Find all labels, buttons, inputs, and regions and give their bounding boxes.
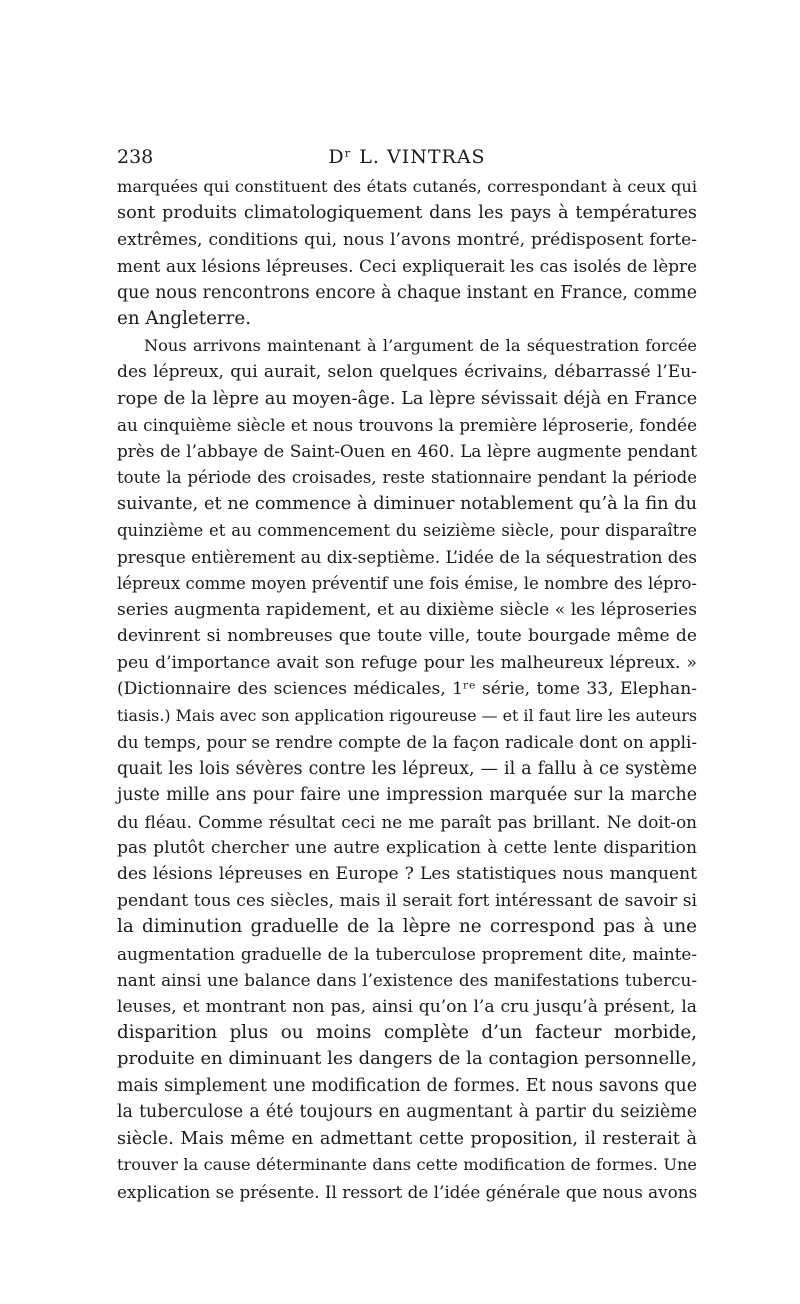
text-line: explication se présente. Il ressort de l’idée générale que nous avons bbox=[117, 1181, 698, 1202]
text-line: suivante, et ne commence à diminuer notablement qu’à la fin du bbox=[117, 494, 697, 515]
text-line: du temps, pour se rendre compte de la façon radicale dont on appli- bbox=[117, 732, 697, 753]
text-line: toute la période des croisades, reste stationnaire pendant la période bbox=[117, 467, 697, 487]
text-line: la tuberculose a été toujours en augmentant à partir du seizième bbox=[117, 1102, 697, 1123]
text-line: produite en diminuant les dangers de la contagion personnelle, bbox=[117, 1048, 697, 1070]
text-line: presque entièrement au dix-septième. L’idée de la séquestration des bbox=[117, 547, 698, 568]
text-line: peu d’importance avait son refuge pour les malheureux lépreux. » bbox=[117, 652, 697, 673]
page-number: 238 bbox=[117, 146, 154, 168]
text-line: (Dictionnaire des sciences médicales, 1ʳᵉ série, tome 33, Elephan- bbox=[117, 679, 697, 700]
text-line: que nous rencontrons encore à chaque instant en France, comme bbox=[117, 282, 697, 303]
page-header bbox=[117, 142, 697, 172]
text-line: augmentation graduelle de la tuberculose proprement dite, mainte- bbox=[117, 943, 697, 964]
text-line: juste mille ans pour faire une impression marquée sur la marche bbox=[117, 785, 697, 806]
text-line: tiasis.) Mais avec son application rigoureuse — et il faut lire les auteurs bbox=[117, 705, 698, 725]
text-line: mais simplement une modification de formes. Et nous savons que bbox=[117, 1075, 697, 1096]
text-line: au cinquième siècle et nous trouvons la première léproserie, fondée bbox=[117, 414, 697, 435]
text-line: des lésions lépreuses en Europe ? Les statistiques nous manquent bbox=[117, 864, 697, 885]
text-line: rope de la lèpre au moyen-âge. La lèpre sévissait déjà en France bbox=[117, 388, 698, 409]
text-line: siècle. Mais même en admettant cette proposition, il resterait à bbox=[117, 1128, 697, 1149]
text-line: pendant tous ces siècles, mais il serait fort intéressant de savoir si bbox=[117, 890, 697, 911]
text-line: nant ainsi une balance dans l’existence des manifestations tubercu- bbox=[117, 970, 697, 991]
text-line: marquées qui constituent des états cutanés, correspondant à ceux qui bbox=[117, 177, 697, 196]
text-line: quinzième et au commencement du seizième siècle, pour disparaître bbox=[117, 520, 697, 540]
text-line: lépreux comme moyen préventif une fois émise, le nombre des lépro- bbox=[117, 573, 697, 593]
body-text bbox=[117, 174, 697, 1205]
text-line: en Angleterre. bbox=[117, 308, 252, 330]
text-line: trouver la cause déterminante dans cette modification de formes. Une bbox=[117, 1155, 697, 1175]
text-line: devinrent si nombreuses que toute ville, toute bourgade même de bbox=[117, 626, 697, 647]
text-line: pas plutôt chercher une autre explication à cette lente disparition bbox=[117, 837, 697, 858]
text-line: des lépreux, qui aurait, selon quelques écrivains, débarrassé l’Eu- bbox=[117, 362, 697, 383]
text-line: sont produits climatologiquement dans les pays à températures bbox=[117, 203, 697, 224]
text-line: du fléau. Comme résultat ceci ne me paraît pas brillant. Ne doit-on bbox=[117, 811, 697, 832]
text-line: près de l’abbaye de Saint-Ouen en 460. La lèpre augmente pendant bbox=[117, 441, 697, 462]
text-line: series augmenta rapidement, et au dixième siècle « les léproseries bbox=[117, 600, 697, 620]
text-line: leuses, et montrant non pas, ainsi qu’on l’a cru jusqu’à présent, la bbox=[117, 996, 697, 1017]
running-title: Dʳ L. VINTRAS bbox=[328, 146, 486, 168]
text-line: quait les lois sévères contre les lépreux, — il a fallu à ce système bbox=[117, 758, 697, 779]
text-line: extrêmes, conditions qui, nous l’avons montré, prédisposent forte- bbox=[117, 229, 697, 250]
text-line: la diminution graduelle de la lèpre ne correspond pas à une bbox=[117, 916, 697, 938]
text-line: Nous arrivons maintenant à l’argument de la séquestration forcée bbox=[144, 335, 697, 355]
text-line: disparition plus ou moins complète d’un facteur morbide, bbox=[117, 1022, 697, 1043]
text-line: ment aux lésions lépreuses. Ceci expliquerait les cas isolés de lèpre bbox=[117, 256, 697, 277]
